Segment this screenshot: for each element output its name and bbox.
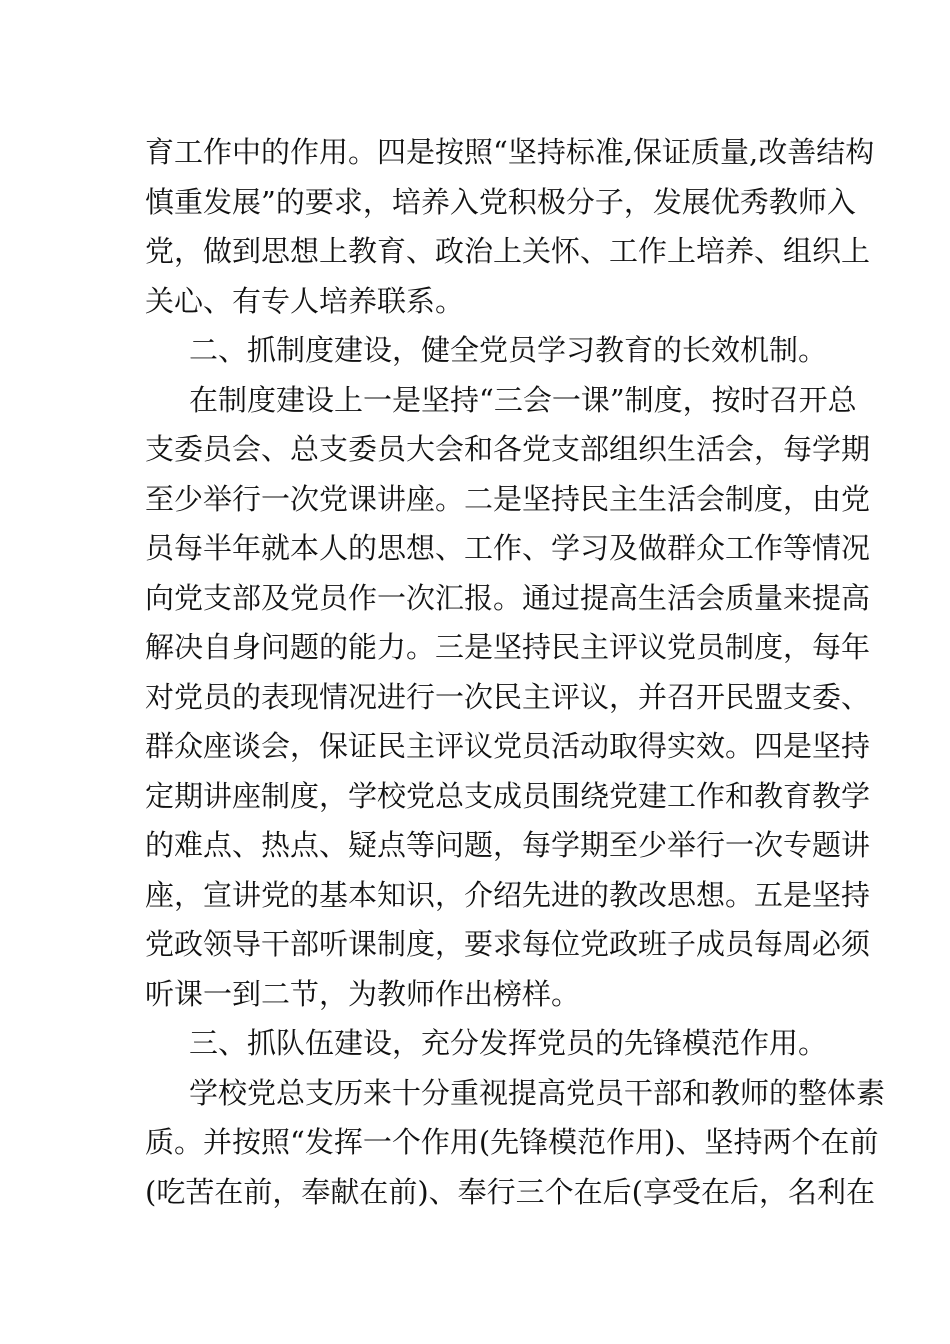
text-line: 关心、有专人培养联系。	[145, 283, 465, 318]
text-line: 在制度建设上一是坚持“三会一课”制度，按时召开总	[189, 382, 857, 417]
text-line: 向党支部及党员作一次汇报。通过提高生活会质量来提高	[145, 580, 871, 615]
text-line: 座，宣讲党的基本知识，介绍先进的教改思想。五是坚持	[145, 877, 871, 912]
text-line: 党，做到思想上教育、政治上关怀、工作上培养、组织上	[145, 234, 871, 268]
text-line: 党政领导干部听课制度，要求每位党政班子成员每周必须	[145, 927, 871, 961]
text-line: 解决自身问题的能力。三是坚持民主评议党员制度，每年	[145, 630, 871, 664]
text-line: 的难点、热点、疑点等问题，每学期至少举行一次专题讲	[145, 828, 871, 862]
text-line: 听课一到二节，为教师作出榜样。	[145, 976, 581, 1011]
text-line: 质。并按照“发挥一个作用(先锋模范作用)、坚持两个在前	[145, 1125, 879, 1159]
text-line: 至少举行一次党课讲座。二是坚持民主生活会制度，由党	[145, 481, 871, 516]
text-line: 二、抓制度建设，健全党员学习教育的长效机制。	[189, 333, 828, 367]
text-line: 群众座谈会，保证民主评议党员活动取得实效。四是坚持	[145, 729, 871, 763]
text-line: 定期讲座制度，学校党总支成员围绕党建工作和教育教学	[145, 778, 871, 813]
text-line: 支委员会、总支委员大会和各党支部组织生活会，每学期	[145, 432, 871, 466]
text-line: 育工作中的作用。四是按照“坚持标准,保证质量,改善结构	[145, 135, 875, 169]
text-line: (吃苦在前，奉献在前)、奉行三个在后(享受在后，名利在	[145, 1174, 875, 1209]
text-line: 员每半年就本人的思想、工作、学习及做群众工作等情况	[145, 531, 871, 565]
document-body	[145, 128, 886, 1217]
text-line: 学校党总支历来十分重视提高党员干部和教师的整体素	[189, 1075, 886, 1110]
text-line: 慎重发展”的要求，培养入党积极分子，发展优秀教师入	[145, 184, 856, 219]
text-line: 三、抓队伍建设，充分发挥党员的先锋模范作用。	[189, 1026, 828, 1060]
text-line: 对党员的表现情况进行一次民主评议，并召开民盟支委、	[145, 679, 871, 714]
